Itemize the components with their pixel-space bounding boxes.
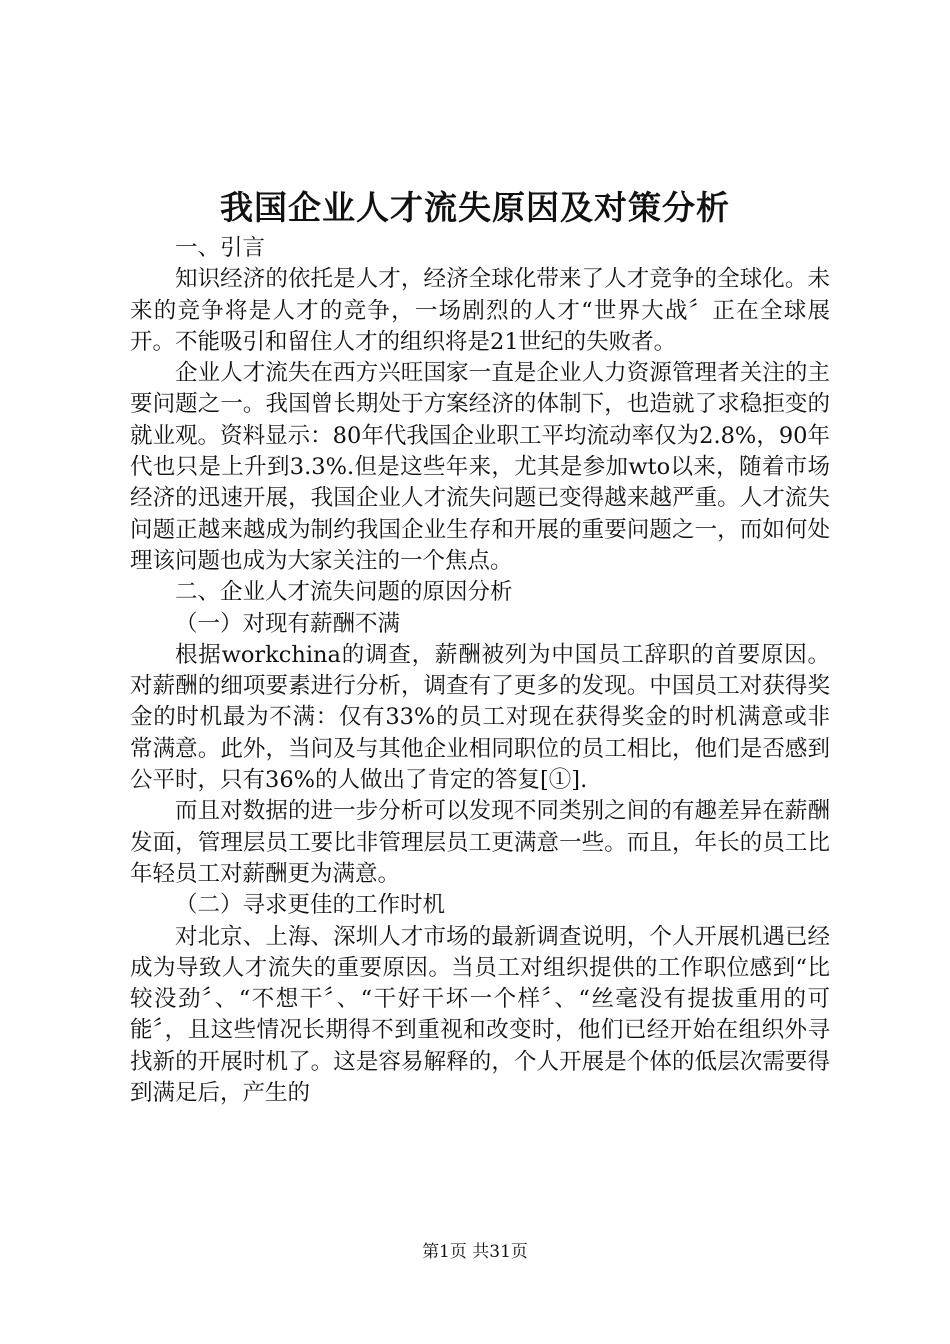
subsection-heading-opportunity: （二）寻求更佳的工作时机 <box>175 892 446 919</box>
document-body <box>130 233 830 1109</box>
paragraph: 而且对数据的进一步分析可以发现不同类别之间的有趣差异在薪酬发面，管理层员工要比非管理层员工更满意一些。而且，年长的员工比年轻员工对薪酬更为满意。 <box>130 798 830 887</box>
subsection-heading-salary: （一）对现有薪酬不满 <box>175 610 401 637</box>
section-heading-causes: 二、企业人才流失问题的原因分析 <box>175 579 513 606</box>
paragraph: 企业人才流失在西方兴旺国家一直是企业人力资源管理者关注的主要问题之一。我国曾长期处于方案经济的体制下，也造就了求稳拒变的就业观。资料显示：80年代我国企业职工平均流动率仅为2.8%，90年代也只是上升到3.3%.但是这些年来，尤其是参加wto以来，随着市场经济的迅速开展，我国企业人才流失问题已变得越来越严重。人才流失问题正越来越成为制约我国企业生存和开展的重要问题之一，而如何处理该问题也成为大家关注的一个焦点。 <box>130 360 830 574</box>
paragraph: 知识经济的依托是人才，经济全球化带来了人才竞争的全球化。未来的竞争将是人才的竞争，一场剧烈的人才“世界大战〞正在全球展开。不能吸引和留住人才的组织将是21世纪的失败者。 <box>130 266 830 355</box>
document-title: 我国企业人才流失原因及对策分析 <box>220 188 730 227</box>
page-number-footer: 第1页 共31页 <box>422 1242 528 1262</box>
paragraph: 根据workchina的调查，薪酬被列为中国员工辞职的首要原因。对薪酬的细项要素进行分析，调查有了更多的发现。中国员工对获得奖金的时机最为不满：仅有33%的员工对现在获得奖金的时机满意或非常满意。此外，当问及与其他企业相同职位的员工相比，他们是否感到公平时，只有36%的人做出了肯定的答复[①]. <box>130 641 830 794</box>
paragraph: 对北京、上海、深圳人才市场的最新调查说明，个人开展机遇已经成为导致人才流失的重要原因。当员工对组织提供的工作职位感到“比较没劲〞、“不想干〞、“干好干坏一个样〞、“丝毫没有提拔重用的可能〞，且这些情况长期得不到重视和改变时，他们已经开始在组织外寻找新的开展时机了。这是容易解释的，个人开展是个体的低层次需要得到满足后，产生的 <box>130 923 830 1107</box>
section-heading-intro: 一、引言 <box>175 235 266 261</box>
